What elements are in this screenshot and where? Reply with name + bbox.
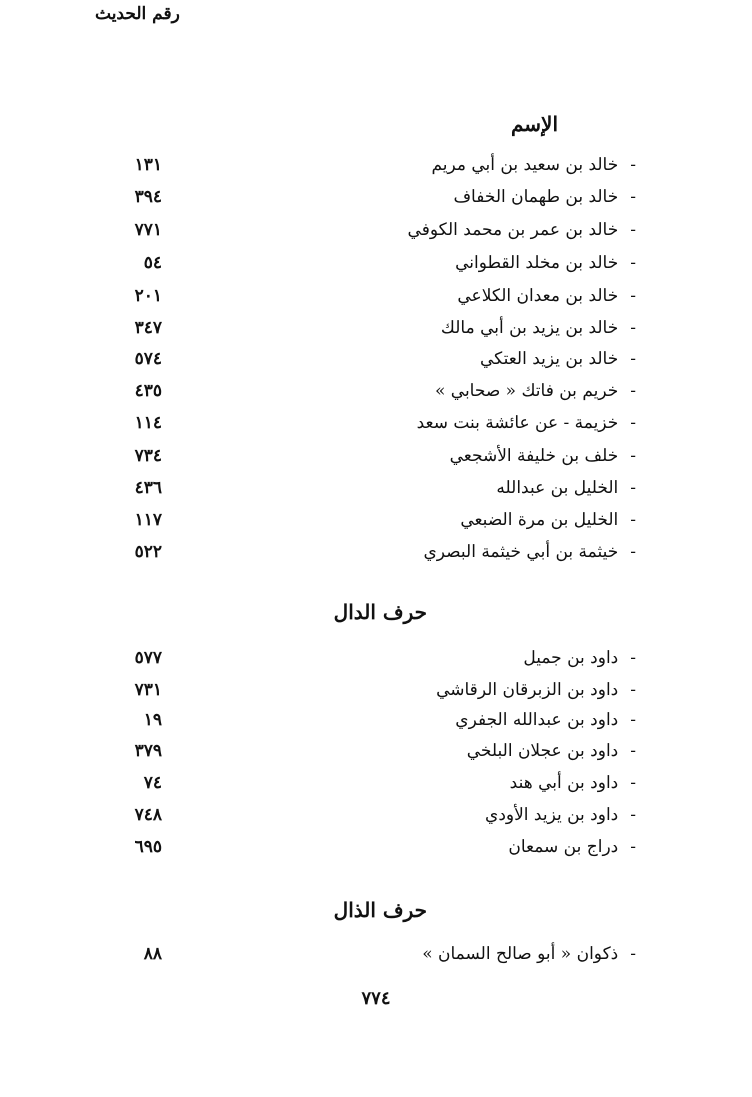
list-item [0,676,752,706]
hadith-number: ٢٠١ [134,286,162,306]
list-item [0,151,752,181]
hadith-number: ٥٧٧ [134,648,162,668]
hadith-number: ١٣١ [134,155,162,175]
list-item [0,769,752,799]
list-item [0,314,752,344]
hadith-number: ١١٧ [134,510,162,530]
list-item [0,183,752,213]
bullet-dash: - [630,648,636,668]
bullet-dash: - [630,837,636,857]
bullet-dash: - [630,805,636,825]
hadith-number: ٦٩٥ [134,837,162,857]
bullet-dash: - [630,773,636,793]
hadith-number: ٧٧١ [134,220,162,240]
narrator-name: الخليل بن مرة الضبعي [460,510,619,530]
bullet-dash: - [630,286,636,306]
list-item [0,940,752,970]
list-item [0,345,752,375]
narrator-name: خالد بن معدان الكلاعي [457,286,619,306]
bullet-dash: - [630,220,636,240]
narrator-name: ذكوان « أبو صالح السمان » [422,944,619,964]
bullet-dash: - [630,413,636,433]
index-page: الإسم رقم الحديث -خالد بن سعيد بن أبي مريم ١٣١ -خالد بن طهمان الخفاف ٣٩٤ -خالد بن عمر بن محمد الكوفي ٧٧١ -خالد بن مخلد القطواني ٥٤ -خالد بن معدان الكلاعي ٢٠١ -خالد بن يزيد بن أبي مالك ٣٤٧ -خالد بن يزيد العتكي ٥٧٤ -خريم بن فاتك « صحابي » ٤٣٥ -خزيمة - عن عائشة بنت سعد ١١٤ -خلف بن خليفة الأشجعي ٧٣٤ -الخليل بن عبدالله ٤٣٦ -الخليل بن مرة الضبعي ١١٧ -خيثمة بن أبي خيثمة البصري ٥٢٢ حرف الدال -داود بن جميل ٥٧٧ -داود بن الزبرقان الرقاشي ٧٣١ -داود بن عبدالله الجفري ١٩ -داود بن عجلان البلخي ٣٧٩ -داود بن أبي هند ٧٤ -داود بن يزيد الأودي ٧٤٨ -دراج بن سمعان ٦٩٥ حرف الذال -ذكوان « أبو صالح السمان » ٨٨ ٧٧٤ [0,0,752,1097]
narrator-name: داود بن عبدالله الجفري [455,710,619,730]
number-column-header: رقم الحديث [95,4,180,24]
hadith-number: ١٩ [143,710,162,730]
list-item [0,216,752,246]
name-column-header: الإسم [510,112,558,136]
hadith-number: ٣٤٧ [134,318,162,338]
bullet-dash: - [630,446,636,466]
list-item [0,442,752,472]
narrator-name: خزيمة - عن عائشة بنت سعد [416,413,619,433]
hadith-number: ٥٢٢ [134,542,162,562]
page-number: ٧٧٤ [361,988,391,1009]
bullet-dash: - [630,187,636,207]
list-item [0,377,752,407]
narrator-name: خالد بن عمر بن محمد الكوفي [407,220,619,240]
narrator-name: داود بن الزبرقان الرقاشي [436,680,619,700]
narrator-name: داود بن جميل [523,648,619,668]
hadith-number: ٣٩٤ [134,187,162,207]
narrator-name: داود بن عجلان البلخي [466,741,619,761]
list-item [0,706,752,736]
list-item [0,474,752,504]
list-item [0,644,752,674]
bullet-dash: - [630,349,636,369]
list-item [0,538,752,568]
hadith-number: ٣٧٩ [134,741,162,761]
bullet-dash: - [630,478,636,498]
hadith-number: ٥٤ [143,253,162,273]
bullet-dash: - [630,680,636,700]
list-item [0,801,752,831]
narrator-name: خالد بن سعيد بن أبي مريم [431,155,619,175]
narrator-name: خالد بن يزيد العتكي [480,349,619,369]
hadith-number: ٤٣٥ [134,381,162,401]
narrator-name: خريم بن فاتك « صحابي » [434,381,619,401]
hadith-number: ٧٣١ [134,680,162,700]
narrator-name: خالد بن طهمان الخفاف [453,187,619,207]
bullet-dash: - [630,741,636,761]
bullet-dash: - [630,542,636,562]
narrator-name: خالد بن يزيد بن أبي مالك [440,318,619,338]
list-item [0,249,752,279]
narrator-name: الخليل بن عبدالله [496,478,619,498]
list-item [0,282,752,312]
narrator-name: خالد بن مخلد القطواني [455,253,619,273]
hadith-number: ٨٨ [143,944,162,964]
hadith-number: ٧٤ [143,773,162,793]
hadith-number: ٧٤٨ [134,805,162,825]
narrator-name: داود بن أبي هند [509,773,619,793]
hadith-number: ١١٤ [134,413,162,433]
narrator-name: دراج بن سمعان [508,837,619,857]
bullet-dash: - [630,944,636,964]
bullet-dash: - [630,253,636,273]
bullet-dash: - [630,510,636,530]
list-item [0,409,752,439]
hadith-number: ٥٧٤ [134,349,162,369]
hadith-number: ٧٣٤ [134,446,162,466]
hadith-number: ٤٣٦ [134,478,162,498]
narrator-name: خيثمة بن أبي خيثمة البصري [423,542,619,562]
list-item [0,737,752,767]
list-item [0,833,752,863]
narrator-name: خلف بن خليفة الأشجعي [449,446,619,466]
narrator-name: داود بن يزيد الأودي [485,805,619,825]
bullet-dash: - [630,710,636,730]
list-item [0,506,752,536]
bullet-dash: - [630,155,636,175]
bullet-dash: - [630,381,636,401]
bullet-dash: - [630,318,636,338]
